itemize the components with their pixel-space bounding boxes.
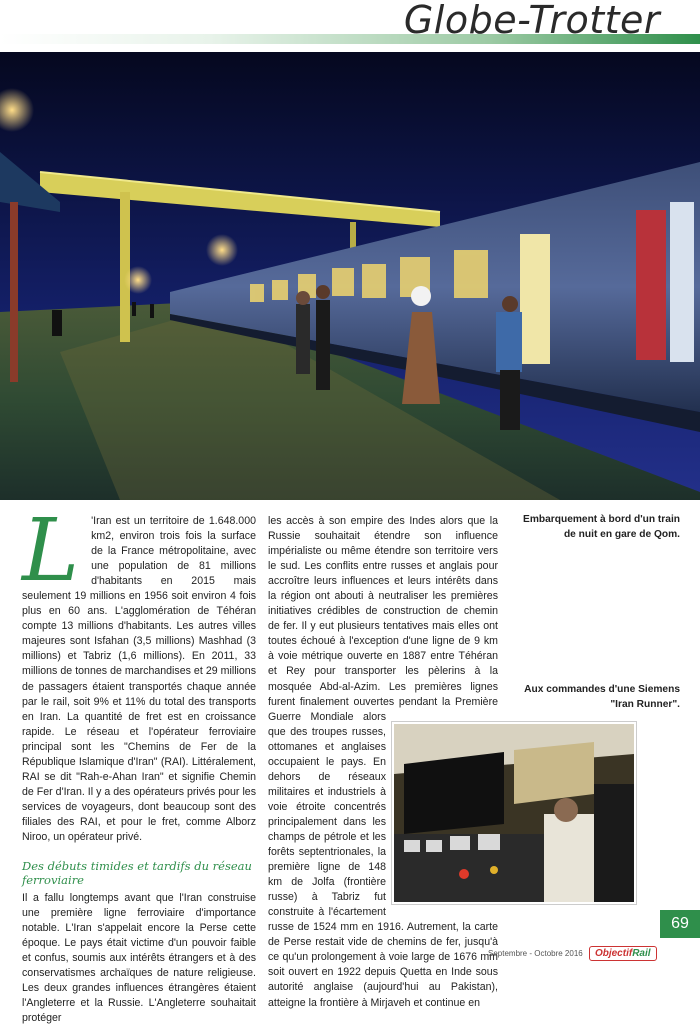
logo-objectif: Objectif [594, 948, 633, 959]
article-column-1 [22, 501, 256, 1026]
magazine-logo [589, 946, 657, 961]
caption-main-photo: Embarquement à bord d'un train de nuit en gare de Qom. [523, 514, 680, 540]
subheading: Des débuts timides et tardifs du réseau ferroviaire [22, 859, 252, 888]
page-header [0, 0, 700, 52]
page-number: 69 [660, 910, 700, 938]
main-photo-train-night [0, 52, 700, 500]
night-station-illustration [0, 52, 700, 500]
paragraph-history: Il a fallu longtemps avant que l'Iran construise une première ligne ferroviaire d'importance notable. L'Iran s'appelait encore la Perse cette époque. Le pays était victime d'un pouvoir faible et confus, soumis aux intérêts étrangers et à des conservatismes archaïques de nature religieuse. Les deux grandes influences étrangères étaient l'Angleterre et la Russie. L'Angleterre souhaitait protéger [22, 892, 256, 1025]
page-footer [488, 946, 657, 961]
drop-cap: L [22, 501, 80, 601]
caption-inset-photo: Aux commandes d'une Siemens "Iran Runner". [524, 684, 680, 710]
inset-photo-cab [392, 722, 636, 904]
logo-rail: Rail [632, 948, 651, 959]
cab-illustration [394, 724, 634, 902]
paragraph-intro: 'Iran est un territoire de 1.648.000 km2, environ trois fois la surface de la France métropolitaine, avec une population de 81 millions d'habitants en 2015 mais seulement 19 millions en 1956 soit environ 4 fois plus en 60 ans. L'agglomération de Téhéran compte 13 millions d'habitants. Les autres villes majeures sont Isfahan (3,5 millions) Mashhad (3 millions) et Tabriz (1,6 millions). En 2011, 33 millions de tonnes de marchandises et 29 millions de passagers étaient transportés chaque année par le rail, soit 9% et 11% du total des transports en Iran. La quantité de fret est en croissance rapide. Le réseau et l'opérateur ferroviaire principal sont les "Chemins de Fer de la République Islamique d'Iran" (RAI). Littéralement, RAI se dit "Rah-e-Ahan Iran" et signifie Chemin de Fer d'Iran. Il y a des opérateurs privés pour les services de voyageurs, dont beaucoup sont des filiales des RAI, et pour le fret, comme Alborz Niroo, un opérateur privé. [22, 515, 256, 843]
paragraph-column-2: les accès à son empire des Indes alors que la Russie souhaitait étendre son influence impérialiste ou même étendre son territoire vers le sud. Les conflits entre russes et anglais pour accroître leurs influences et leurs intérêts dans la région ont abouti à neutraliser les premières initiatives crédibles de construction de chemin de fer. Il y eut plusieurs tentatives mais elles ont toutes échoué à l'exception d'une ligne de 9 km à voie métrique ouverte en 1887 entre Téhéran et Rey pour transporter les pèlerins à la mosquée Abd-al-Azim. Les premières lignes furent finalement ouvertes pendant la Première Guerre Mondiale alors que des troupes russes, ottomanes et anglaises occupaient le pays. En dehors de réseaux militaires et industriels à voie étroite concentrés principalement dans les champs de pétrole et les forêts septentrionales, la première ligne de 148 km de Jolfa (frontière russe) à Tabriz fut construite à l'écartement russe de 1524 mm en 1916. Autrement, la carte de Perse restait vide de chemins de fer, jusqu'à ce qu'un prolongement à voie large de 1676 mm soit ouvert en 1922 depuis Quetta en Inde sous autorité anglaise (aujourd'hui au Pakistan), atteigne la frontière à Mirjaveh et continue en [268, 515, 498, 1009]
section-title: Globe-Trotter [403, 0, 660, 42]
issue-date: Septembre - Octobre 2016 [488, 949, 583, 958]
